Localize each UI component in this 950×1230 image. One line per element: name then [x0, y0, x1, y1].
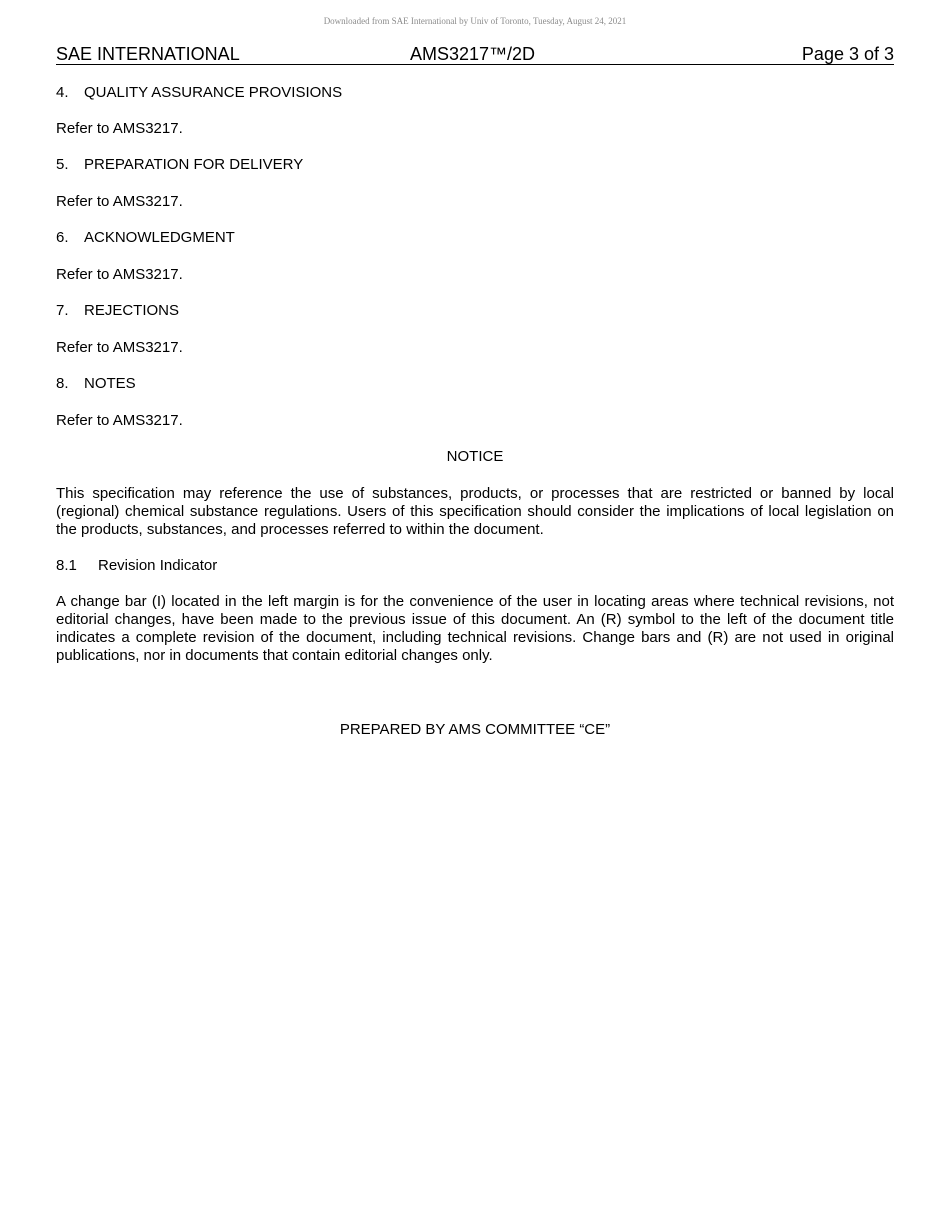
download-watermark: Downloaded from SAE International by Univ of Toronto, Tuesday, August 24, 2021 — [323, 16, 627, 26]
section-number: 8. — [56, 375, 69, 392]
section-title: REJECTIONS — [84, 302, 180, 319]
section-heading — [56, 229, 894, 247]
section-body: Refer to AMS3217. — [56, 412, 183, 429]
section-number: 4. — [56, 84, 69, 101]
notice-text: This specification may reference the use of substances, products, or processes that are restricted or banned by local (regional) chemical substance regulations. Users of this specification should consider the implications of local legislation on the products, substances, and processes referred to within the document. — [56, 485, 894, 538]
section-title: ACKNOWLEDGMENT — [84, 229, 235, 246]
section-body: Refer to AMS3217. — [56, 120, 183, 137]
revision-text: A change bar (I) located in the left margin is for the convenience of the user in locating areas where technical revisions, not editorial changes, have been made to the previous issue of this document. An (R) symbol to the left of the document title indicates a complete revision of the document, including technical revisions. Change bars and (R) are not used in original publications, nor in documents that contain editorial changes only. — [56, 593, 894, 664]
page-number: Page 3 of 3 — [801, 44, 894, 64]
section-heading — [56, 302, 894, 320]
document-number: AMS3217™/2D — [410, 44, 536, 64]
page-header — [56, 44, 894, 65]
subsection-heading — [56, 557, 894, 575]
section-heading — [56, 84, 894, 102]
section-title: QUALITY ASSURANCE PROVISIONS — [84, 84, 343, 101]
section-heading — [56, 156, 894, 174]
section-body: Refer to AMS3217. — [56, 193, 183, 210]
section-title: PREPARATION FOR DELIVERY — [84, 156, 304, 173]
prepared-by: PREPARED BY AMS COMMITTEE “CE” — [339, 721, 611, 738]
subsection-title: Revision Indicator — [98, 557, 218, 574]
subsection-number: 8.1 — [56, 557, 77, 574]
section-body: Refer to AMS3217. — [56, 266, 183, 283]
section-title: NOTES — [84, 375, 136, 392]
section-heading — [56, 375, 894, 393]
section-number: 7. — [56, 302, 69, 319]
section-number: 6. — [56, 229, 69, 246]
section-number: 5. — [56, 156, 69, 173]
publisher-name: SAE INTERNATIONAL — [56, 44, 240, 64]
section-body: Refer to AMS3217. — [56, 339, 183, 356]
notice-title: NOTICE — [446, 448, 504, 465]
